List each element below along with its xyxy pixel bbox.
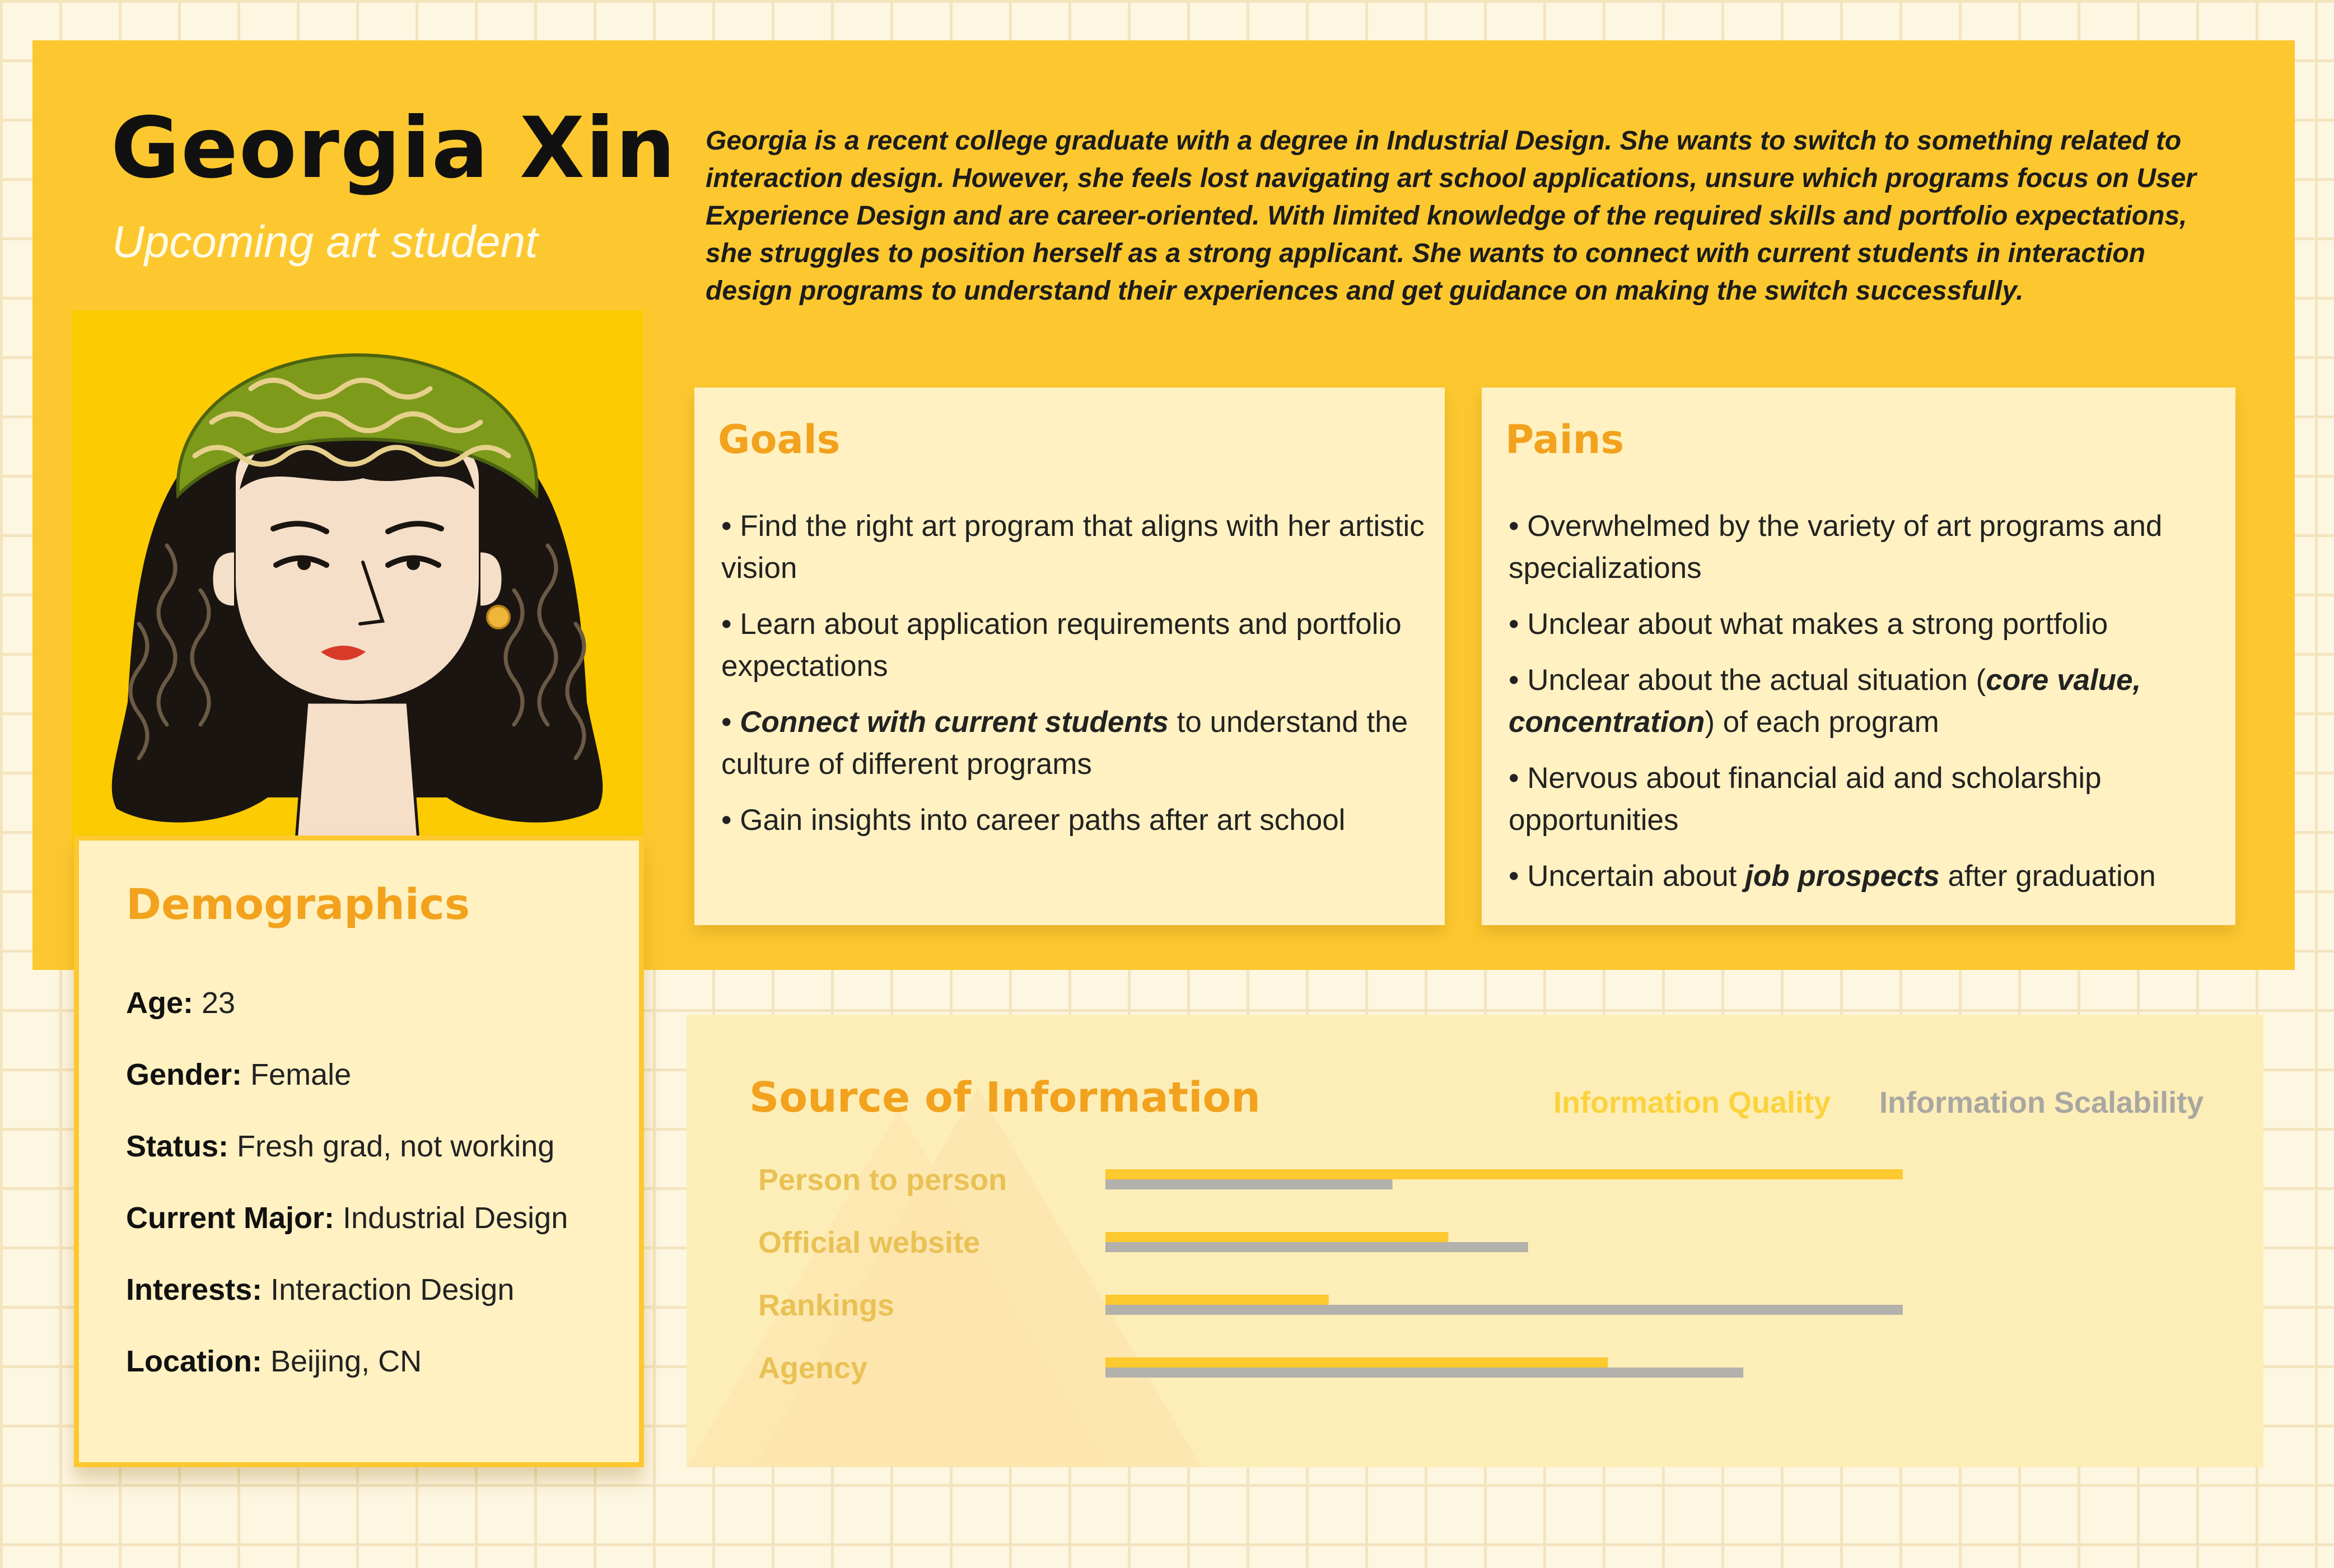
source-bar-chart	[687, 1015, 2263, 1467]
persona-name: Georgia Xin	[111, 100, 676, 197]
goal-item: • Find the right art program that aligns with her artistic vision	[721, 510, 1425, 585]
pain-item: • Uncertain about job prospects after graduation	[1509, 860, 2156, 893]
demographic-interests: Interests: Interaction Design	[126, 1273, 515, 1306]
persona-bio: Georgia is a recent college graduate with a degree in Industrial Design. She wants to switch to something related to interaction design. However, she feels lost navigating art school applications, unsure which programs focus on User Experience Design and are career-oriented. With limited knowledge of the required skills and portfolio expectations, she struggles to position herself as a strong applicant. She wants to connect with current students in interaction design programs to understand their experiences and get guidance on making the switch successfully.	[706, 126, 2196, 306]
demographics-card	[74, 836, 644, 1467]
legend-information-quality: Information Quality	[1553, 1086, 1831, 1119]
demographics-title: Demographics	[126, 879, 470, 929]
left-ear	[212, 551, 234, 607]
demographic-status: Status: Fresh grad, not working	[126, 1130, 555, 1163]
demographic-gender: Gender: Female	[126, 1058, 352, 1091]
goals-list	[721, 505, 1427, 855]
chart-title: Source of Information	[749, 1074, 1261, 1122]
pain-item: • Unclear about the actual situation (core value, concentration) of each program	[1509, 664, 2141, 739]
bar-information-quality	[1105, 1169, 1903, 1179]
bar-information-scalability	[1105, 1179, 1393, 1189]
pain-item: • Overwhelmed by the variety of art programs and specializations	[1509, 510, 2163, 585]
persona-role: Upcoming art student	[112, 217, 538, 267]
neck	[296, 702, 419, 848]
goal-item: • Gain insights into career paths after art school	[721, 804, 1346, 837]
persona-portrait	[72, 310, 643, 848]
pains-title: Pains	[1505, 417, 1625, 463]
legend-information-scalability: Information Scalability	[1879, 1086, 2204, 1119]
source-of-information-panel	[687, 1015, 2263, 1467]
goal-item: • Connect with current students to understand the culture of different programs	[721, 706, 1408, 781]
demographic-major: Current Major: Industrial Design	[126, 1201, 568, 1235]
earring	[487, 606, 510, 628]
demographic-location: Location: Beijing, CN	[126, 1345, 422, 1378]
category-label: Official website	[758, 1226, 981, 1259]
demographic-age: Age: 23	[126, 986, 236, 1020]
bar-information-quality	[1105, 1357, 1608, 1368]
goals-card	[694, 388, 1445, 925]
right-ear	[480, 551, 503, 607]
pain-item: • Nervous about financial aid and scholarship opportunities	[1509, 762, 2102, 837]
bar-information-scalability	[1105, 1242, 1528, 1252]
pains-list	[1509, 505, 2214, 911]
bar-information-scalability	[1105, 1305, 1903, 1315]
bar-information-quality	[1105, 1232, 1448, 1242]
category-label: Person to person	[758, 1163, 1007, 1197]
demographics-list	[126, 981, 568, 1411]
pains-card	[1482, 388, 2235, 925]
goal-item: • Learn about application requirements and portfolio expectations	[721, 608, 1402, 683]
pain-item: • Unclear about what makes a strong portfolio	[1509, 608, 2108, 641]
goals-title: Goals	[718, 417, 841, 463]
bar-information-quality	[1105, 1295, 1329, 1305]
category-label: Agency	[758, 1351, 868, 1385]
category-label: Rankings	[758, 1289, 895, 1322]
bar-information-scalability	[1105, 1368, 1743, 1378]
portrait-illustration	[72, 310, 643, 848]
